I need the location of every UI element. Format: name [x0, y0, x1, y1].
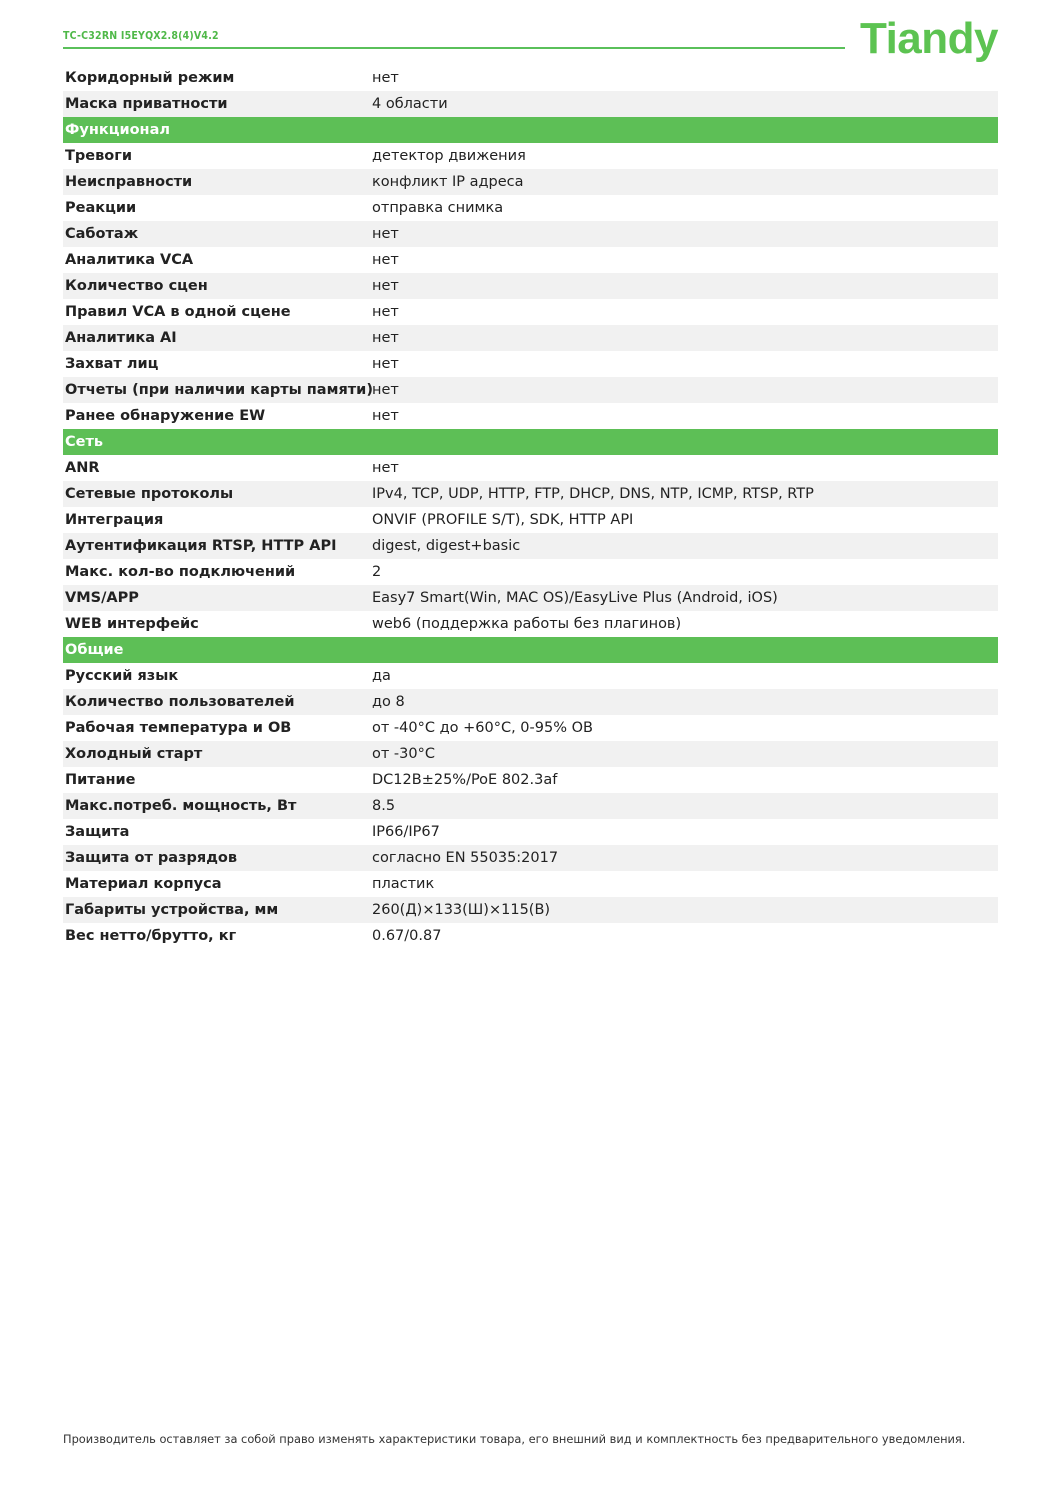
spec-row — [63, 923, 998, 949]
spec-value: от -40°C до +60°C, 0-95% ОВ — [372, 720, 593, 736]
spec-label: Количество сцен — [65, 278, 208, 294]
spec-value: до 8 — [372, 694, 405, 710]
spec-row — [63, 299, 998, 325]
spec-value: пластик — [372, 876, 435, 892]
spec-value: digest, digest+basic — [372, 538, 521, 554]
spec-row — [63, 247, 998, 273]
brand-logo: Tiandy — [859, 14, 998, 63]
section-title: Общие — [65, 642, 124, 658]
spec-value: IPv4, TCP, UDP, HTTP, FTP, DHCP, DNS, NTP, ICMP, RTSP, RTP — [372, 486, 814, 502]
spec-label: Холодный старт — [65, 746, 203, 762]
spec-label: Реакции — [65, 200, 137, 216]
spec-row — [63, 273, 998, 299]
spec-label: Саботаж — [65, 226, 139, 242]
spec-value: 4 области — [372, 96, 448, 112]
spec-row — [63, 715, 998, 741]
spec-label: Русский язык — [65, 668, 179, 684]
spec-value: да — [372, 668, 391, 684]
spec-row — [63, 533, 998, 559]
spec-label: Количество пользователей — [65, 694, 295, 710]
spec-row — [63, 585, 998, 611]
spec-value: нет — [372, 252, 399, 268]
spec-label: Аутентификация RTSP, HTTP API — [65, 538, 337, 554]
spec-row — [63, 897, 998, 923]
spec-value: Easy7 Smart(Win, MAC OS)/EasyLive Plus (Android, iOS) — [372, 590, 778, 606]
spec-row — [63, 871, 998, 897]
spec-row — [63, 845, 998, 871]
spec-row — [63, 325, 998, 351]
spec-row — [63, 741, 998, 767]
spec-row — [63, 793, 998, 819]
spec-row — [63, 195, 998, 221]
spec-value: нет — [372, 304, 399, 320]
spec-label: VMS/APP — [65, 590, 139, 606]
spec-label: Вес нетто/брутто, кг — [65, 928, 237, 944]
section-header — [63, 637, 998, 663]
spec-row — [63, 663, 998, 689]
spec-row — [63, 403, 998, 429]
spec-value: нет — [372, 460, 399, 476]
header-divider — [63, 47, 845, 49]
spec-row — [63, 819, 998, 845]
spec-row — [63, 143, 998, 169]
spec-label: Материал корпуса — [65, 876, 222, 892]
section-title: Функционал — [65, 122, 170, 138]
spec-value: DC12В±25%/PoE 802.3af — [372, 772, 558, 788]
spec-row — [63, 767, 998, 793]
spec-row — [63, 351, 998, 377]
spec-value: ONVIF (PROFILE S/T), SDK, HTTP API — [372, 512, 634, 528]
spec-label: Тревоги — [65, 148, 132, 164]
spec-label: Интеграция — [65, 512, 164, 528]
spec-value: детектор движения — [372, 148, 526, 164]
spec-row — [63, 221, 998, 247]
spec-value: от -30°C — [372, 746, 435, 762]
spec-row — [63, 455, 998, 481]
spec-value: нет — [372, 70, 399, 86]
spec-row — [63, 559, 998, 585]
section-title: Сеть — [65, 434, 104, 450]
spec-label: Макс. кол-во подключений — [65, 564, 296, 580]
spec-label: Габариты устройства, мм — [65, 902, 279, 918]
spec-row — [63, 377, 998, 403]
spec-value: нет — [372, 408, 399, 424]
spec-value: 260(Д)×133(Ш)×115(В) — [372, 902, 551, 918]
spec-value: нет — [372, 278, 399, 294]
spec-label: Неисправности — [65, 174, 193, 190]
spec-label: Питание — [65, 772, 136, 788]
spec-row — [63, 169, 998, 195]
spec-label: Отчеты (при наличии карты памяти) — [65, 382, 373, 398]
spec-table — [63, 65, 998, 949]
spec-label: Макс.потреб. мощность, Вт — [65, 798, 297, 814]
spec-value: 2 — [372, 564, 382, 580]
spec-value: согласно EN 55035:2017 — [372, 850, 559, 866]
section-header — [63, 117, 998, 143]
spec-label: Ранее обнаружение EW — [65, 408, 266, 424]
spec-label: WEB интерфейс — [65, 616, 199, 632]
spec-label: Аналитика VCA — [65, 252, 194, 268]
section-header — [63, 429, 998, 455]
spec-value: web6 (поддержка работы без плагинов) — [372, 616, 682, 632]
spec-value: отправка снимка — [372, 200, 504, 216]
spec-label: Правил VCA в одной сцене — [65, 304, 291, 320]
spec-label: Защита от разрядов — [65, 850, 238, 866]
disclaimer-footnote: Производитель оставляет за собой право изменять характеристики товара, его внешний вид и комплектность без предварительного уведомления. — [63, 1432, 966, 1446]
spec-value: нет — [372, 330, 399, 346]
spec-row — [63, 91, 998, 117]
spec-label: Коридорный режим — [65, 70, 235, 86]
spec-row — [63, 481, 998, 507]
spec-value: нет — [372, 226, 399, 242]
spec-value: нет — [372, 356, 399, 372]
spec-row — [63, 65, 998, 91]
spec-label: Защита — [65, 824, 130, 840]
spec-label: Рабочая температура и ОВ — [65, 720, 292, 736]
model-code: TC-C32RN I5EYQX2.8(4)V4.2 — [63, 30, 219, 42]
spec-label: Захват лиц — [65, 356, 159, 372]
spec-value: 0.67/0.87 — [372, 928, 442, 944]
page-header — [63, 16, 998, 66]
spec-value: IP66/IP67 — [372, 824, 440, 840]
spec-row — [63, 611, 998, 637]
spec-value: 8.5 — [372, 798, 396, 814]
spec-row — [63, 689, 998, 715]
spec-label: ANR — [65, 460, 100, 476]
spec-value: нет — [372, 382, 399, 398]
spec-label: Аналитика AI — [65, 330, 177, 346]
spec-label: Сетевые протоколы — [65, 486, 234, 502]
spec-value: конфликт IP адреса — [372, 174, 524, 190]
spec-label: Маска приватности — [65, 96, 228, 112]
spec-row — [63, 507, 998, 533]
